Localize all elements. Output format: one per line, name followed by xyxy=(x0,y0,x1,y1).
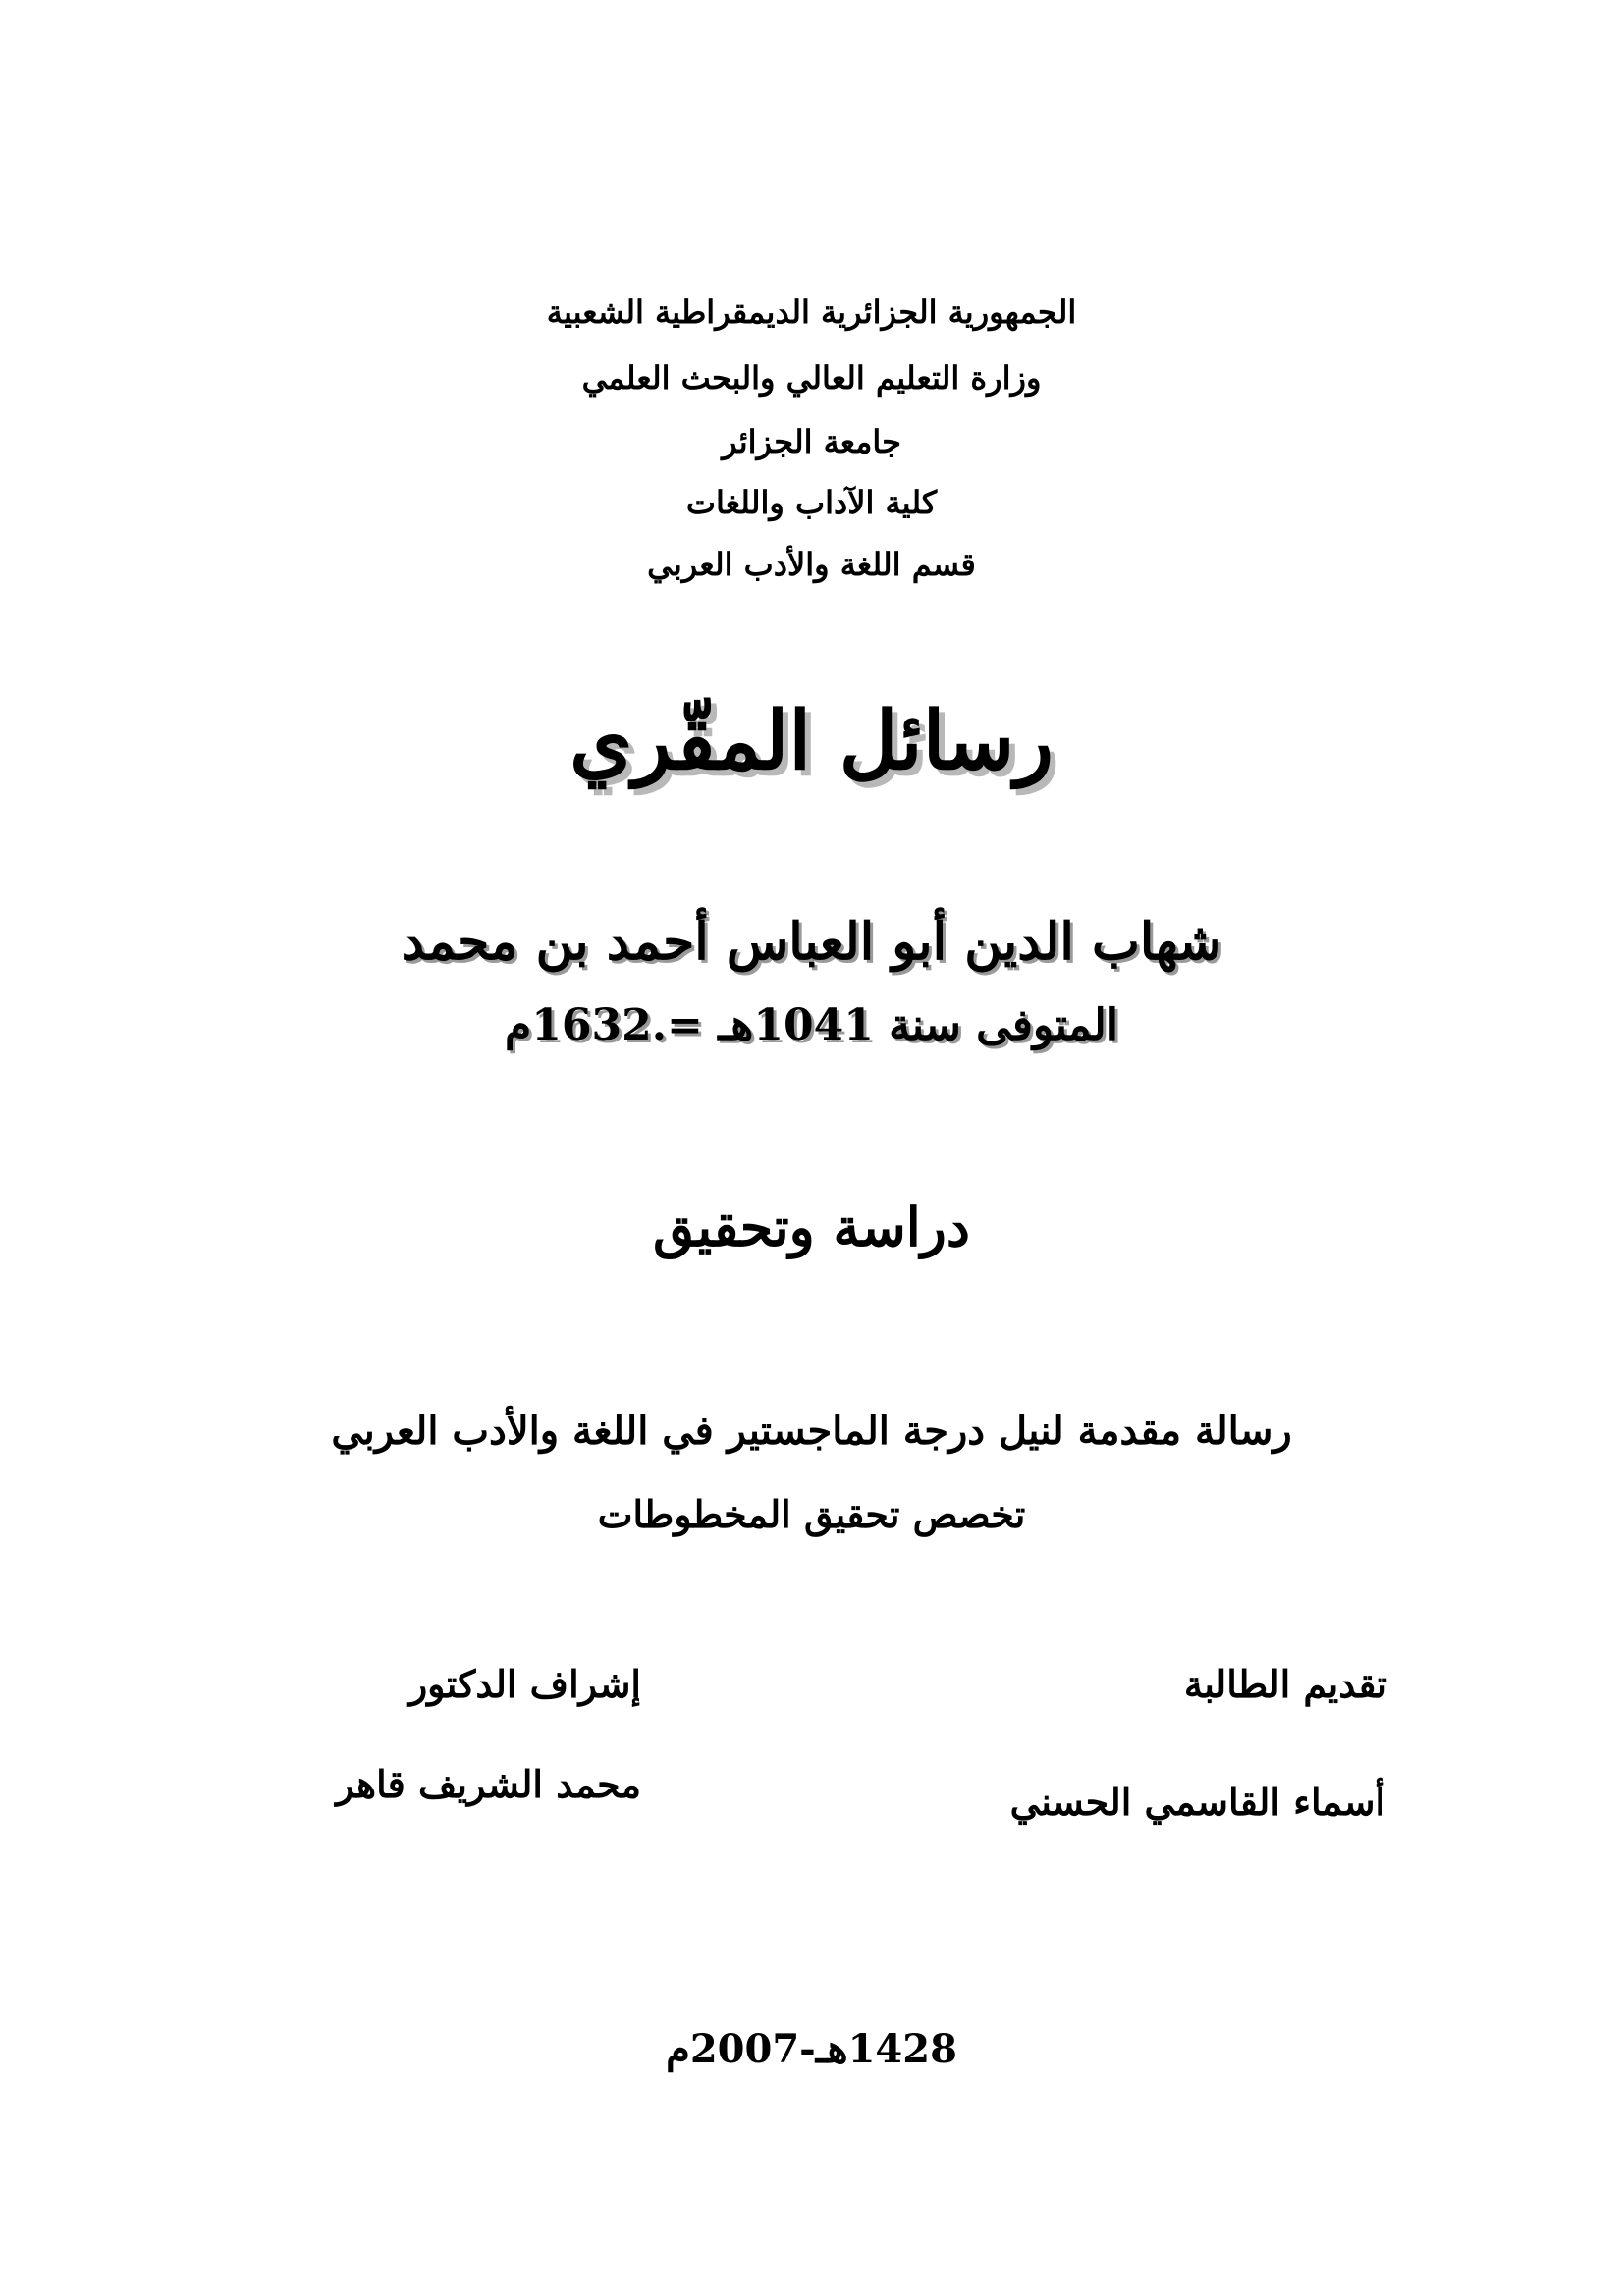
student-label: تقديم الطالبة xyxy=(1183,1662,1387,1706)
university-line: جامعة الجزائر xyxy=(722,423,901,460)
ministry-line: وزارة التعليم العالي والبحث العلمي xyxy=(581,359,1042,397)
republic-line: الجمهورية الجزائرية الديمقراطية الشعبية xyxy=(546,294,1077,331)
student-name: أسماء القاسمي الحسني xyxy=(1009,1780,1385,1824)
thesis-specialty: تخصص تحقيق المخطوطات xyxy=(597,1492,1026,1536)
author-death-date: المتوفى سنة 1041هـ =.1632م xyxy=(505,1000,1118,1050)
date-line: 1428هـ-2007م xyxy=(666,2026,957,2072)
author-name: شهاب الدين أبو العباس أحمد بن محمد xyxy=(401,912,1222,972)
faculty-line: كلية الآداب واللغات xyxy=(685,484,938,521)
study-label: دراسة وتحقيق xyxy=(653,1196,970,1258)
thesis-description: رسالة مقدمة لنيل درجة الماجستير في اللغة والأدب العربي xyxy=(331,1408,1292,1454)
department-line: قسم اللغة والأدب العربي xyxy=(647,546,976,583)
supervisor-name: محمد الشريف قاهر xyxy=(336,1762,641,1806)
supervisor-label: إشراف الدكتور xyxy=(408,1662,641,1706)
main-title: رسائل المقّري xyxy=(569,694,1054,788)
